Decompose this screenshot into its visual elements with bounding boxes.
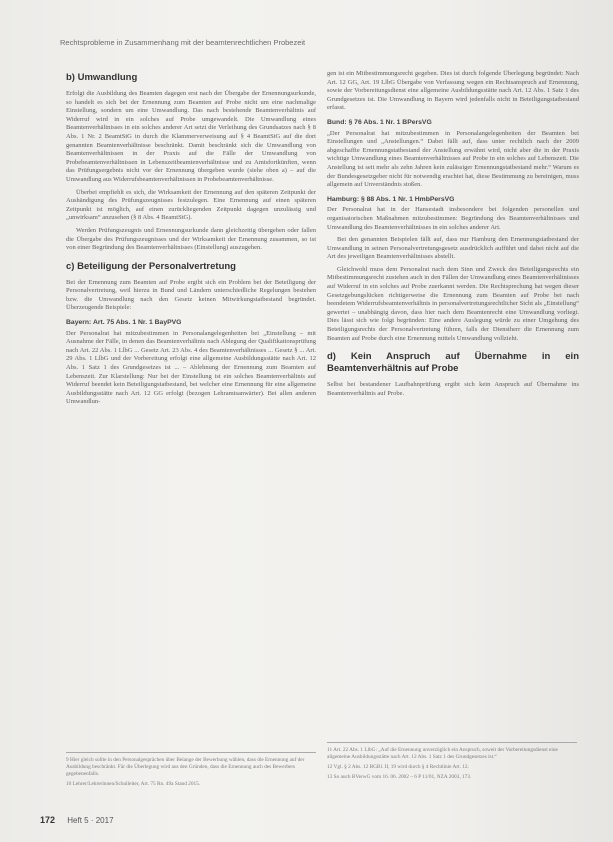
page-footer [40,815,114,825]
analysis-paragraph-1: Bei den genannten Beispielen fällt auf, dass nur Hamburg den Ernennungstatbestand der Umwandlung in seinen Personalvertretungsgesetz ausdrücklich aufführt und dabei nicht auf die Art des jeweiligen Beamtenverhältnisses abstellt. [327,236,579,261]
footnote: 13 So auch BVerwG vom 16. 06. 2002 – 6 P 11/01, NZA 2003, 173. [327,774,472,780]
section-c-paragraph-1: Bei der Ernennung zum Beamten auf Probe ergibt sich ein Problem bei der Beteiligung der Personalvertretung, weil hierzu in Bund und Ländern unterschiedliche Regelungen bestehen bzw. die Umwandlung nach den Gesetz keinen Mitwirkungstatbestand begründet. Überzeugende Beispiele: [66,278,316,312]
bavaria-text: Der Personalrat hat mitzubestimmen in Personalangelegenheiten bei „Einstellung – mit Ausnahme der Fälle, in denen das Beamtenverhältnis nach Ablegung der Qualifikationsprüfung nach Art. 22 Abs. 1 LlbG ... Gesetz Art. 23 Abs. 4 des Beamtenverhältnisses ... Gesetz § ... Art. 29 Abs. 1 LlbG und der Vorbereitung erfolgt eine allgemeine Ausbildungsstätte nach Art. 12 Abs. 1 Satz 1 des Grundgesetzes ist ... – Ablehnung der Ernennung zum Beamten auf Lebenszeit. Zur Klarstellung: Nur bei der Einstellung ist ein solches Beamtenverhältnis auf Widerruf beendet kein Beteiligungstatbestand, bei welcher eine Ernennung für eine allgemeine Ausbildungsstätte nach Art. 12 GG erfolgt (bezogen Lehramtsanwärter). Bei allen anderen Umwandlun- [66,329,316,406]
page-number: 172 [40,815,56,825]
right-column [327,70,579,402]
hamburg-text: Der Personalrat hat in der Hansestadt insbesondere bei folgenden personellen und organisatorischen Maßnahmen mitzubestimmen: Begründung des Beamtenverhältnisses und Umwandlung des Beamtenverhältnisses in ein solches anderer Art. [327,206,579,231]
bund-heading: Bund: § 76 Abs. 1 Nr. 1 BPersVG [327,118,432,126]
running-head-text: Rechtsprobleme in Zusammenhang mit der beamtenrechtlichen Probezeit [60,38,306,47]
section-b-paragraph-3: Werden Prüfungszeugnis und Ernennungsurkunde dann gleichzeitig übergeben oder fallen die Übergabe des Prüfungszeugnisses und der Wirksamkeit der Ernennung zusammen, so ist von einer Begründung des Beamtenverhältnisses (Einstellung) auszugehen. [66,226,316,252]
section-b-heading: b) Umwandlung [66,72,138,83]
hamburg-heading: Hamburg: § 88 Abs. 1 Nr. 1 HmbPersVG [327,195,455,203]
footnote: 9 Hier gleich sollte in den Personalgesprächen über Belange der Bewerbung wählen, dass die Ernennung auf der Ausbildung beschränkt. Für die Überlegung wird aus den Gründen, dass die Ernennung auch des Bewerbers gegebenenfalls. [66,757,305,777]
footnotes-right [327,742,577,784]
section-b-paragraph-1: Erfolgt die Ausbildung des Beamten dagegen erst nach der Übergabe der Ernennungsurkunde, so handelt es sich bei der Ernennung zum Beamten auf Probe nicht um eine nachmalige Einstellung, sondern um eine Umwandlung. Das nach bestehende Beamtenverhältnis auf Widerruf wird in ein solches auf Probe umgewandelt. Die Umwandlung eines Beamtenverhältnisses in ein solches anderer Art setzt die Verleihung des Grundsatzes nach § 8 Abs. 1 Nr. 2 BeamtStG in durch die Klammerverweisung auf § 4 BeamtStG auf die dort genannten Beamtenverhältnisse beschränkt. Damit beschränkt sich die Umwandlung von Beamtenverhältnissen in der Praxis auf die Fälle der Umwandlung von Probebeamtenverhältnissen in Lebenszeitbeamtenverhältnisse und zu Amtsfortkünften, wenn das Prüfungsergebnis nicht vor der Ernennung übergeben wurde (siehe oben a) – auf die Umwandlung aus Widerrufsbeamtenverhältnissen in Probebeamtenverhältnisse. [66,90,316,183]
running-head [60,38,580,47]
right-paragraph-top: gen ist ein Mitbestimmungsrecht gegeben. Dies ist durch folgende Überlegung begründet: Nach Art. 12 GG, Art. 19 LlbG Übergabe von Verfassung wegen ein Rechtsanspruch auf Ernennung, sowie der Vorbereitungsdienst eine allgemeine Ausbildungsstätte nach Art. 12 Abs. 1 Satz 1 des Grundgesetzes ist. Die Umwandlung in Bayern wird jedenfalls nicht in Beteiligungstatbestand erfasst. [327,70,579,112]
bund-text: „Der Personalrat hat mitzubestimmen in Personalangelegenheiten der Beamten bei Einstellungen und „Anstellungen.“ Dabei fällt auf, dass unter rechtlich nach der 2009 abgeschaffte Ernennungstatbestand der Anstellung erwähnt wird, nicht aber die in der Praxis wichtige Umwandlung eines Beamtenverhältnisses auf Probe in ein solches auf Lebenszeit. Die Anstellung ist seit mehr als zehn Jahren kein zulässiger Ernennungstatbestand mehr.“ Warum es der Bundesgesetzgeber nicht für notwendig erachtet hat, diese Bestimmung zu bereinigen, muss allgemein auf Unverständnis stoßen. [327,129,579,189]
section-d-heading: d) Kein Anspruch auf Übernahme in ein Beamtenverhältnis auf Probe [327,351,579,375]
bavaria-heading: Bayern: Art. 75 Abs. 1 Nr. 1 BayPVG [66,319,182,327]
section-c-heading: c) Beteiligung der Personalvertretung [66,260,236,272]
footnotes-left [66,752,316,791]
left-column [66,70,316,411]
issue-label: Heft 5 · 2017 [67,816,114,825]
analysis-paragraph-2: Gleichwohl muss dem Personalrat nach dem Sinn und Zweck des Beteiligungsrechts ein Mitbestimmungsrecht zustehen auch in den Fällen der Umwandlung eines Beamtenverhältnisses auf Widerruf in ein solches auf Probe zuerkannt werden. Die Rechtsprechung hat wegen dieser Gesetzgebungslücken richtigerweise die Ernennung zum Beamten auf Probe bei nach beendetem Widerrufsbeamtenverhältnis in personalvertretungsrechtlicher Sicht als „Einstellung“ gewertet – unabhängig davon, dass hier nach dem Beamtenrecht eine Umwandlung vorliegt. Dies lässt sich wie folgt begründen: Eine andere Auslegung würde zu einer Umgehung des Beteiligungsrechts der Personalvertretung führen, falls der Dienstherr die Ernennung zum Beamten auf Probe durch eine Ernennung mittels Umwandlung vollzieht. [327,265,579,342]
footnote: 10 Lehrer/Lehrerinnen/Schulleiter, Art. 75 Rn. 49a Stand 2015. [66,781,201,787]
footnote: 12 Vgl. § 2 Abs. 12 BGBl. II, 19 wird durch § 4 Rechtlinie Art. 12. [327,764,469,770]
section-b-paragraph-2: Überbei empfiehlt es sich, die Wirksamkeit der Ernennung auf den späteren Zeitpunkt der Aushändigung des Prüfungszeugnisses festzulegen. Eine Ernennung auf einen späteren Zeitpunkt ist möglich, auf einen zurückliegenden Zeitpunkt dagegen unzulässig und „unwirksam“ anzusehen (§ 8 Abs. 4 BeamtStG). [66,188,316,222]
section-d-text: Selbst bei bestandener Laufbahnprüfung ergibt sich kein Anspruch auf Übernahme ins Beamtenverhältnis auf Probe. [327,381,579,397]
footnote: 11 Art. 22 Abs. 1 LlbG: „Auf die Ernennung unverzüglich ein Anspruch, soweit der Vorbereitungsdienst eine allgemeine Ausbildungsstätte nach Art. 12 Abs. 1 Satz 1 des Grundgesetzes ist.“ [327,747,558,760]
